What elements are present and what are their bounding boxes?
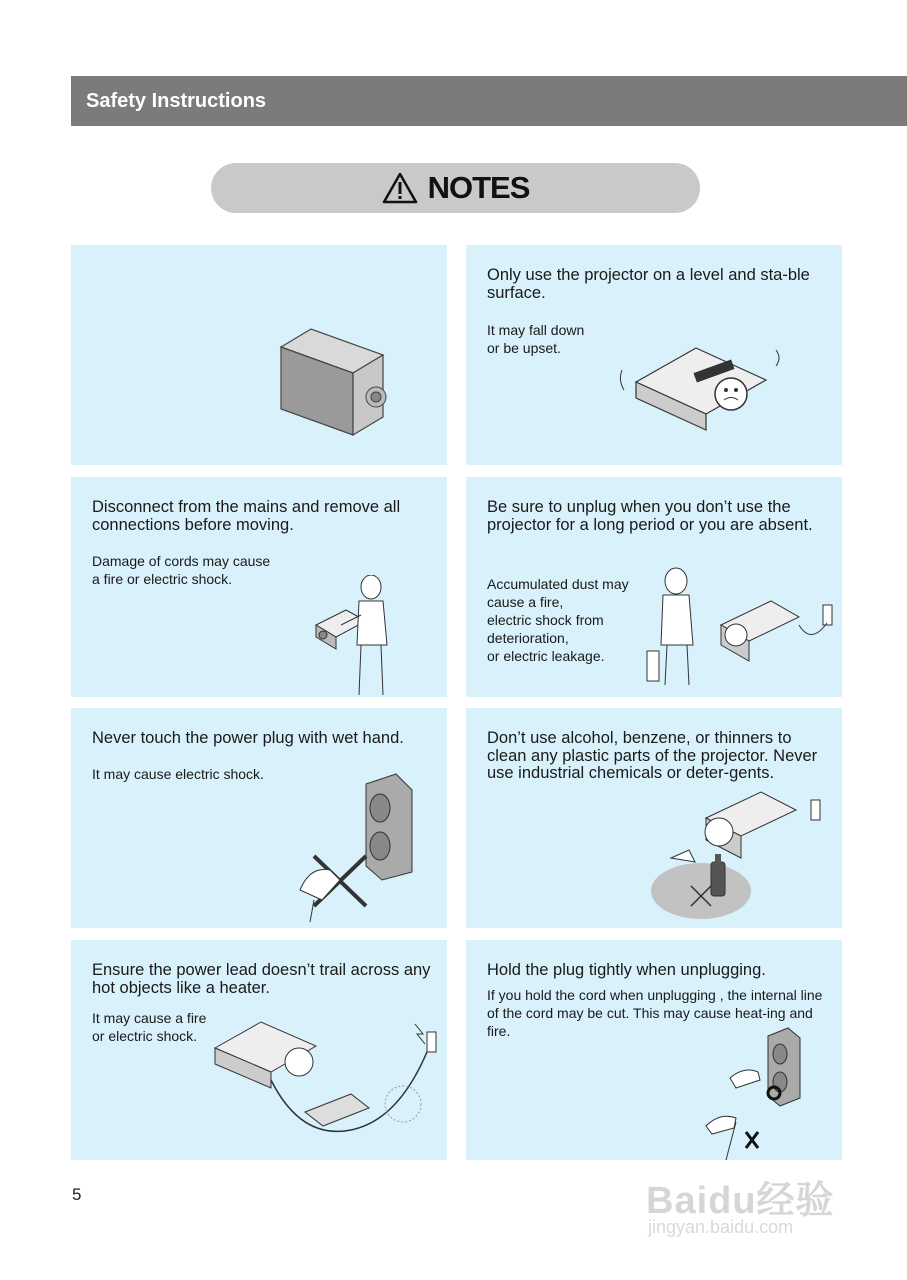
panel-lead-text: Never touch the power plug with wet hand.	[92, 729, 404, 747]
panel-level-surface	[466, 245, 842, 465]
baidu-watermark	[640, 1165, 870, 1245]
panel-lead-text: Only use the projector on a level and sta-ble surface.	[487, 266, 810, 302]
notes-banner	[211, 163, 700, 213]
panel-disconnect-before-moving	[71, 477, 447, 697]
panel-lead-text: Hold the plug tightly when unplugging.	[487, 961, 766, 979]
panel-lead-text: Ensure the power lead doesn’t trail across any hot objects like a heater.	[92, 961, 431, 997]
panel-wet-hand	[71, 708, 447, 928]
wet-hand-outlet-illustration	[296, 770, 416, 925]
panel-no-chemicals	[466, 708, 842, 928]
panel-lead-text: Be sure to unplug when you don’t use the projector for a long period or you are absent.	[487, 498, 813, 534]
panel-lead-text: Don’t use alcohol, benzene, or thinners to clean any plastic parts of the projector. Never use industrial chemicals or deter-gents.	[487, 729, 818, 782]
panel-note-text: If you hold the cord when unplugging , the internal line of the cord may be cut. This may cause heat-ing and fire.	[487, 987, 823, 1039]
chemicals-cleaning-illustration	[651, 786, 831, 926]
warning-triangle-icon	[382, 172, 418, 204]
projector-rear-illustration	[271, 325, 401, 440]
hold-plug-correctly-illustration	[696, 1022, 816, 1160]
panel-note-text: It may cause electric shock.	[92, 766, 264, 782]
cord-over-heater-illustration	[211, 1020, 441, 1155]
panel-note-text: Accumulated dust may cause a fire, electric shock from deterioration, or electric leakage.	[487, 576, 629, 664]
page-number: 5	[72, 1185, 82, 1204]
tilting-projector-illustration	[616, 340, 786, 435]
panel-note-text: Damage of cords may cause a fire or electric shock.	[92, 553, 271, 587]
panel-lead-text: Disconnect from the mains and remove all connections before moving.	[92, 498, 401, 534]
panel-hold-plug	[466, 940, 842, 1160]
panel-projector-back	[71, 245, 447, 465]
section-header-bar	[71, 76, 907, 126]
panel-unplug-when-absent	[466, 477, 842, 697]
panel-note-text: It may fall down or be upset.	[487, 322, 585, 356]
person-carrying-projector-illustration	[311, 575, 401, 697]
panel-note-text: It may cause a fire or electric shock.	[92, 1010, 207, 1044]
notes-title: NOTES	[427, 170, 530, 205]
watermark-url: jingyan.baidu.com	[648, 1217, 794, 1237]
section-title: Safety Instructions	[86, 90, 267, 112]
person-leaving-projector-plugged-illustration	[641, 565, 836, 690]
panel-power-lead-heater	[71, 940, 447, 1160]
watermark-brand: Baidu经验	[646, 1180, 835, 1222]
